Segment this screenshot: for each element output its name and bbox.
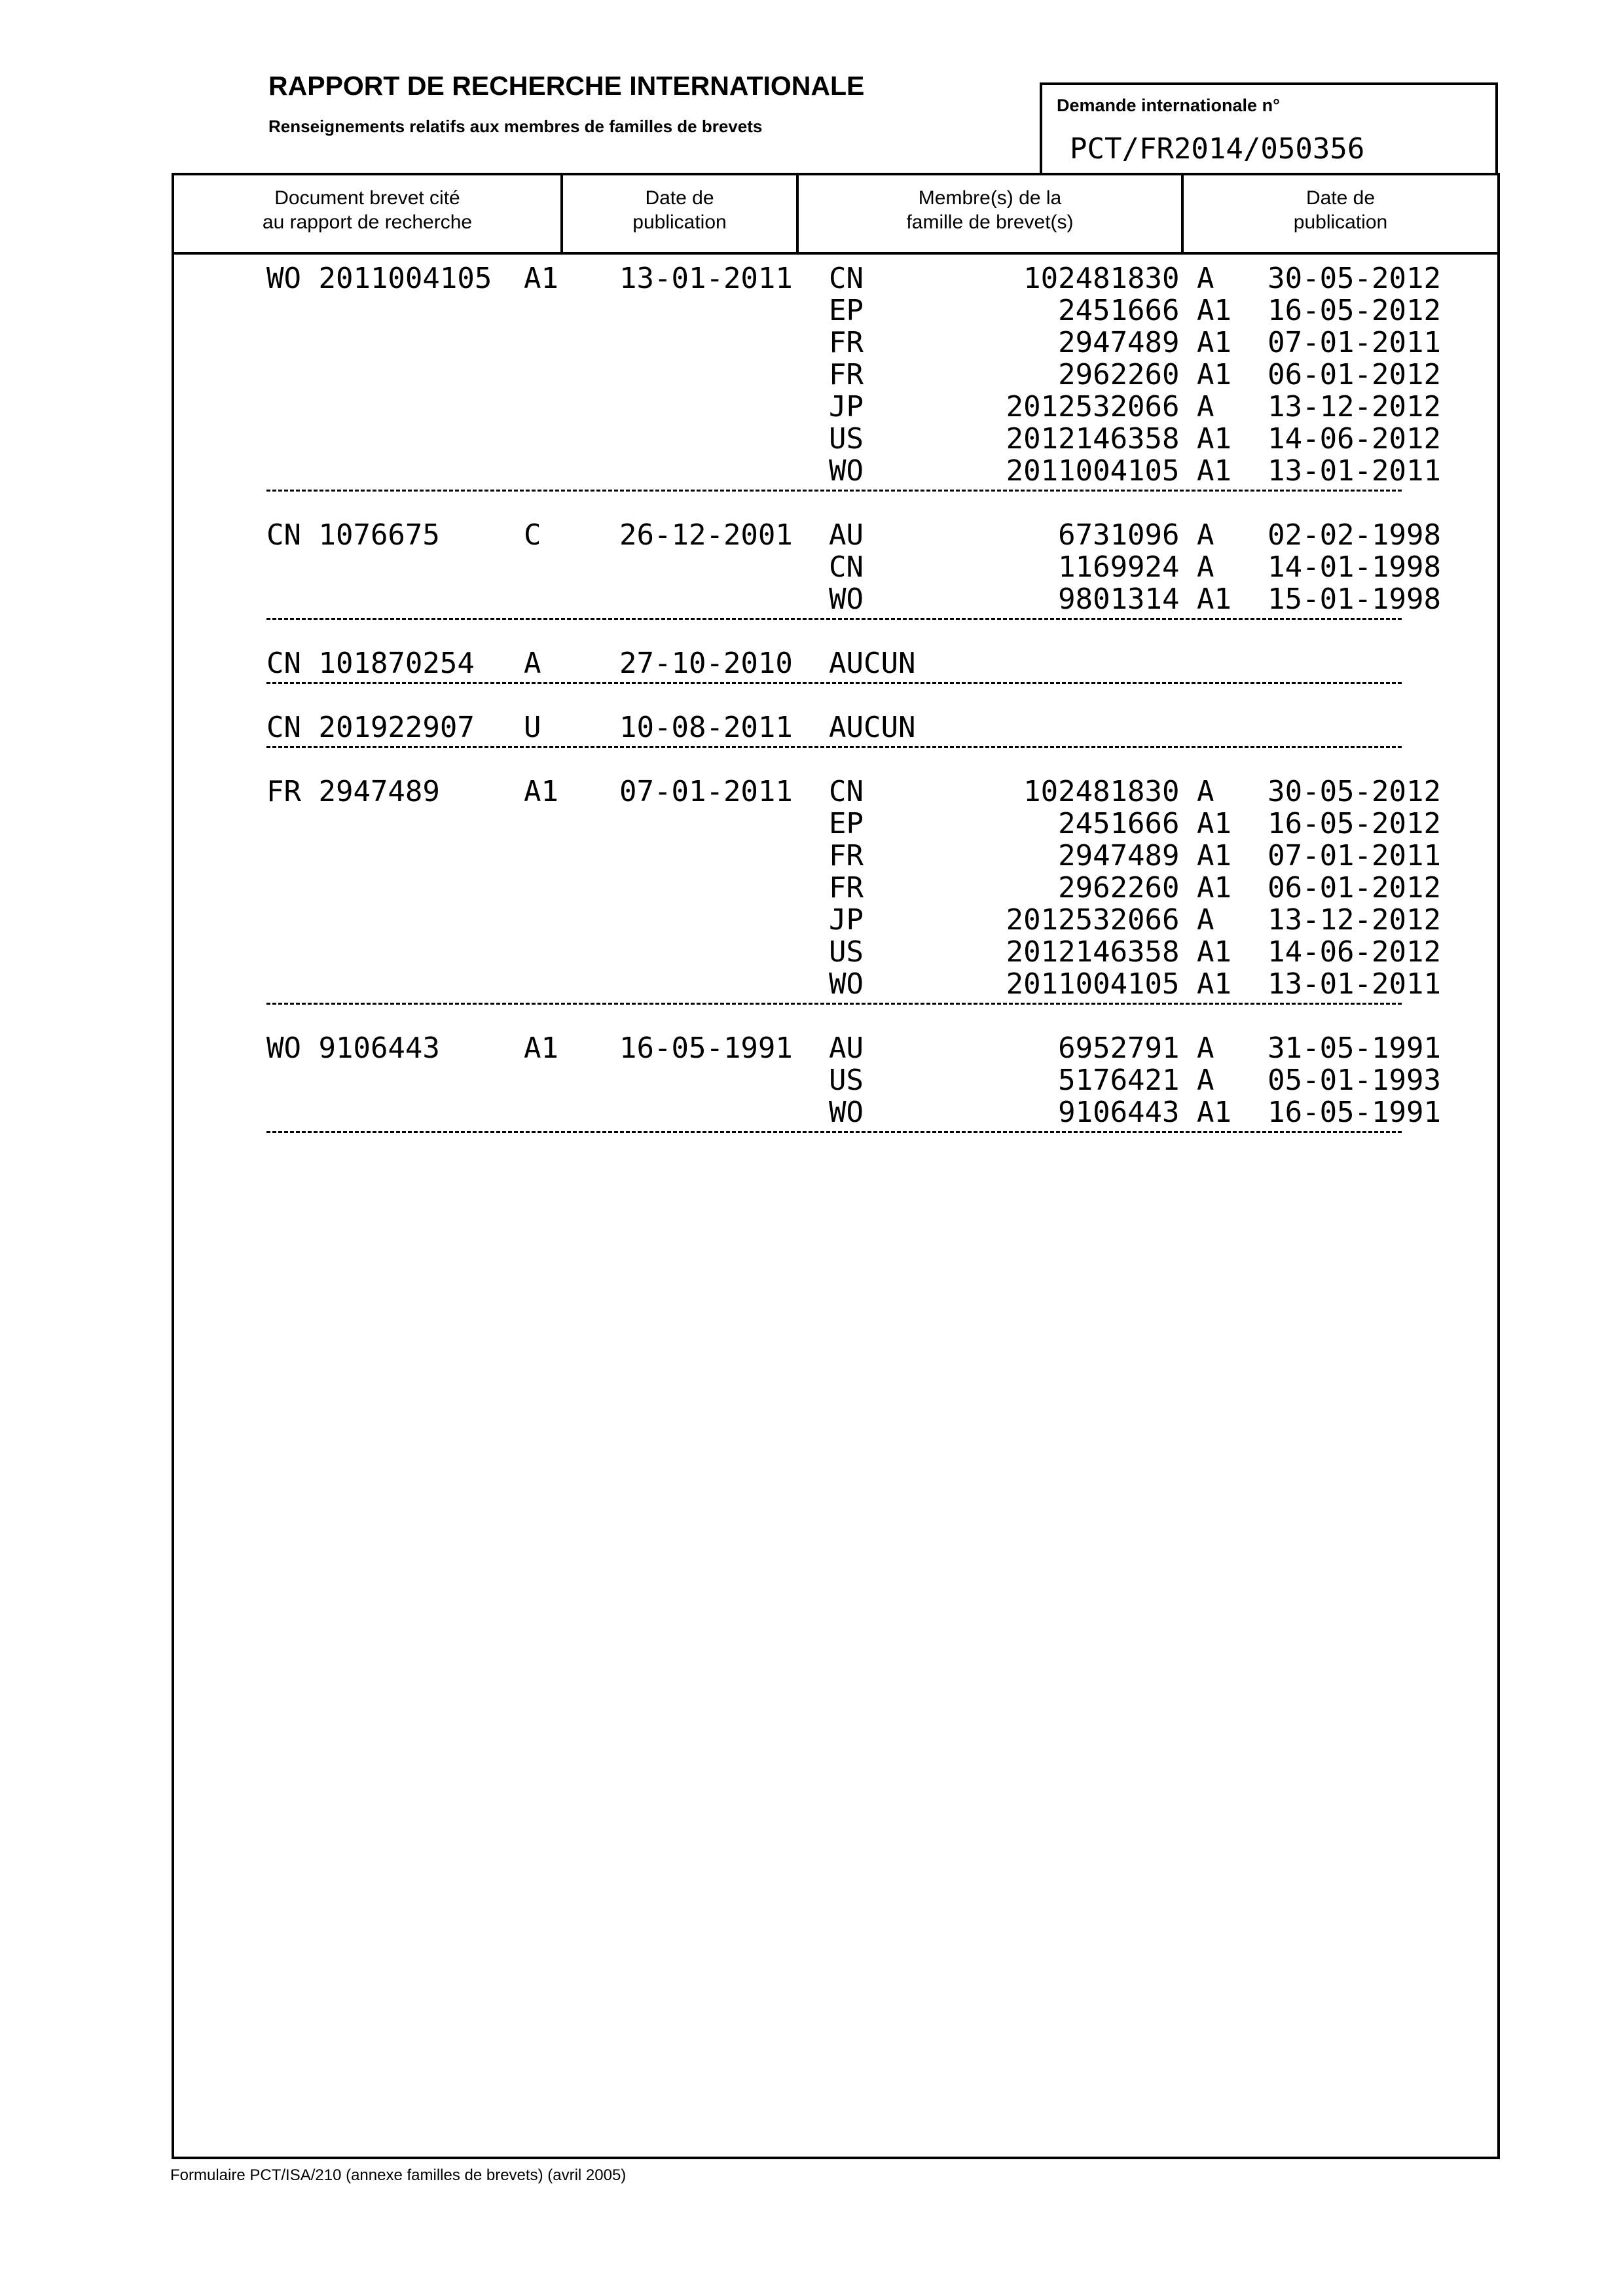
member-date: 02-02-1998 <box>1267 518 1441 552</box>
member-number: 102481830 A <box>1023 775 1231 808</box>
entry-separator <box>266 746 1402 748</box>
member-date: 16-05-2012 <box>1267 294 1441 327</box>
no-family-members: AUCUN <box>829 711 916 744</box>
member-country: FR <box>829 839 864 872</box>
entry-separator <box>266 682 1402 684</box>
member-country: FR <box>829 326 864 359</box>
member-country: WO <box>829 583 864 616</box>
cited-document: FR 2947489 <box>266 775 440 808</box>
cited-document: WO 2011004105 <box>266 262 492 295</box>
application-number: PCT/FR2014/050356 <box>1070 132 1365 166</box>
entry-separator <box>266 1131 1402 1133</box>
member-date: 06-01-2012 <box>1267 871 1441 905</box>
member-country: FR <box>829 871 864 905</box>
member-date: 15-01-1998 <box>1267 583 1441 616</box>
member-country: AU <box>829 518 864 552</box>
application-label: Demande internationale n° <box>1057 96 1280 115</box>
report-title: RAPPORT DE RECHERCHE INTERNATIONALE <box>268 71 865 101</box>
member-number: 6952791 A <box>1058 1031 1231 1065</box>
member-number: 2011004105 A1 <box>1006 454 1231 488</box>
member-number: 2947489 A1 <box>1058 326 1231 359</box>
member-country: FR <box>829 358 864 391</box>
member-date: 13-01-2011 <box>1267 454 1441 488</box>
member-date: 31-05-1991 <box>1267 1031 1441 1065</box>
member-country: US <box>829 422 864 456</box>
cited-publication-date: 10-08-2011 <box>619 711 793 744</box>
member-date: 16-05-2012 <box>1267 807 1441 840</box>
member-number: 2451666 A1 <box>1058 807 1231 840</box>
member-date: 14-01-1998 <box>1267 550 1441 584</box>
member-country: JP <box>829 903 864 937</box>
application-box <box>1040 82 1498 173</box>
report-subtitle: Renseignements relatifs aux membres de familles de brevets <box>268 117 763 136</box>
member-date: 13-01-2011 <box>1267 967 1441 1001</box>
member-country: CN <box>829 550 864 584</box>
member-date: 07-01-2011 <box>1267 326 1441 359</box>
form-footer: Formulaire PCT/ISA/210 (annexe familles de brevets) (avril 2005) <box>170 2166 627 2184</box>
entry-separator <box>266 618 1402 620</box>
cited-kind-code: A1 <box>524 1031 558 1065</box>
header-family-date: Date de publication <box>1181 175 1497 252</box>
header-publication-date: Date de publication <box>560 175 796 252</box>
member-number: 9801314 A1 <box>1058 583 1231 616</box>
member-number: 2962260 A1 <box>1058 871 1231 905</box>
member-country: US <box>829 1064 864 1097</box>
member-country: CN <box>829 775 864 808</box>
member-country: JP <box>829 390 864 423</box>
header-family-members: Membre(s) de la famille de brevet(s) <box>796 175 1181 252</box>
cited-publication-date: 26-12-2001 <box>619 518 793 552</box>
member-country: US <box>829 935 864 969</box>
header-cited-document: Document brevet cité au rapport de recherche <box>262 187 473 233</box>
cited-publication-date: 16-05-1991 <box>619 1031 793 1065</box>
member-date: 06-01-2012 <box>1267 358 1441 391</box>
member-country: EP <box>829 294 864 327</box>
member-number: 9106443 A1 <box>1058 1096 1231 1129</box>
cited-publication-date: 13-01-2011 <box>619 262 793 295</box>
member-country: WO <box>829 454 864 488</box>
member-date: 07-01-2011 <box>1267 839 1441 872</box>
entry-separator <box>266 1003 1402 1005</box>
member-number: 5176421 A <box>1058 1064 1231 1097</box>
cited-kind-code: A <box>524 647 541 680</box>
no-family-members: AUCUN <box>829 647 916 680</box>
member-date: 05-01-1993 <box>1267 1064 1441 1097</box>
cited-publication-date: 07-01-2011 <box>619 775 793 808</box>
member-number: 2012532066 A <box>1006 903 1231 937</box>
cited-document: CN 201922907 <box>266 711 475 744</box>
member-number: 2962260 A1 <box>1058 358 1231 391</box>
table-header <box>174 175 1497 255</box>
member-date: 14-06-2012 <box>1267 935 1441 969</box>
member-number: 2947489 A1 <box>1058 839 1231 872</box>
member-date: 14-06-2012 <box>1267 422 1441 456</box>
cited-document: CN 101870254 <box>266 647 475 680</box>
family-table <box>172 173 1500 2159</box>
cited-kind-code: A1 <box>524 775 558 808</box>
member-number: 2451666 A1 <box>1058 294 1231 327</box>
cited-publication-date: 27-10-2010 <box>619 647 793 680</box>
member-number: 6731096 A <box>1058 518 1231 552</box>
member-date: 16-05-1991 <box>1267 1096 1441 1129</box>
member-number: 2012146358 A1 <box>1006 935 1231 969</box>
member-country: EP <box>829 807 864 840</box>
member-number: 2011004105 A1 <box>1006 967 1231 1001</box>
member-number: 1169924 A <box>1058 550 1231 584</box>
member-date: 13-12-2012 <box>1267 903 1441 937</box>
cited-kind-code: C <box>524 518 541 552</box>
member-country: WO <box>829 967 864 1001</box>
cited-kind-code: U <box>524 711 541 744</box>
member-date: 30-05-2012 <box>1267 262 1441 295</box>
member-country: CN <box>829 262 864 295</box>
cited-kind-code: A1 <box>524 262 558 295</box>
member-date: 30-05-2012 <box>1267 775 1441 808</box>
member-date: 13-12-2012 <box>1267 390 1441 423</box>
member-number: 102481830 A <box>1023 262 1231 295</box>
member-country: AU <box>829 1031 864 1065</box>
cited-document: WO 9106443 <box>266 1031 440 1065</box>
cited-document: CN 1076675 <box>266 518 440 552</box>
member-number: 2012532066 A <box>1006 390 1231 423</box>
member-country: WO <box>829 1096 864 1129</box>
member-number: 2012146358 A1 <box>1006 422 1231 456</box>
entry-separator <box>266 490 1402 492</box>
